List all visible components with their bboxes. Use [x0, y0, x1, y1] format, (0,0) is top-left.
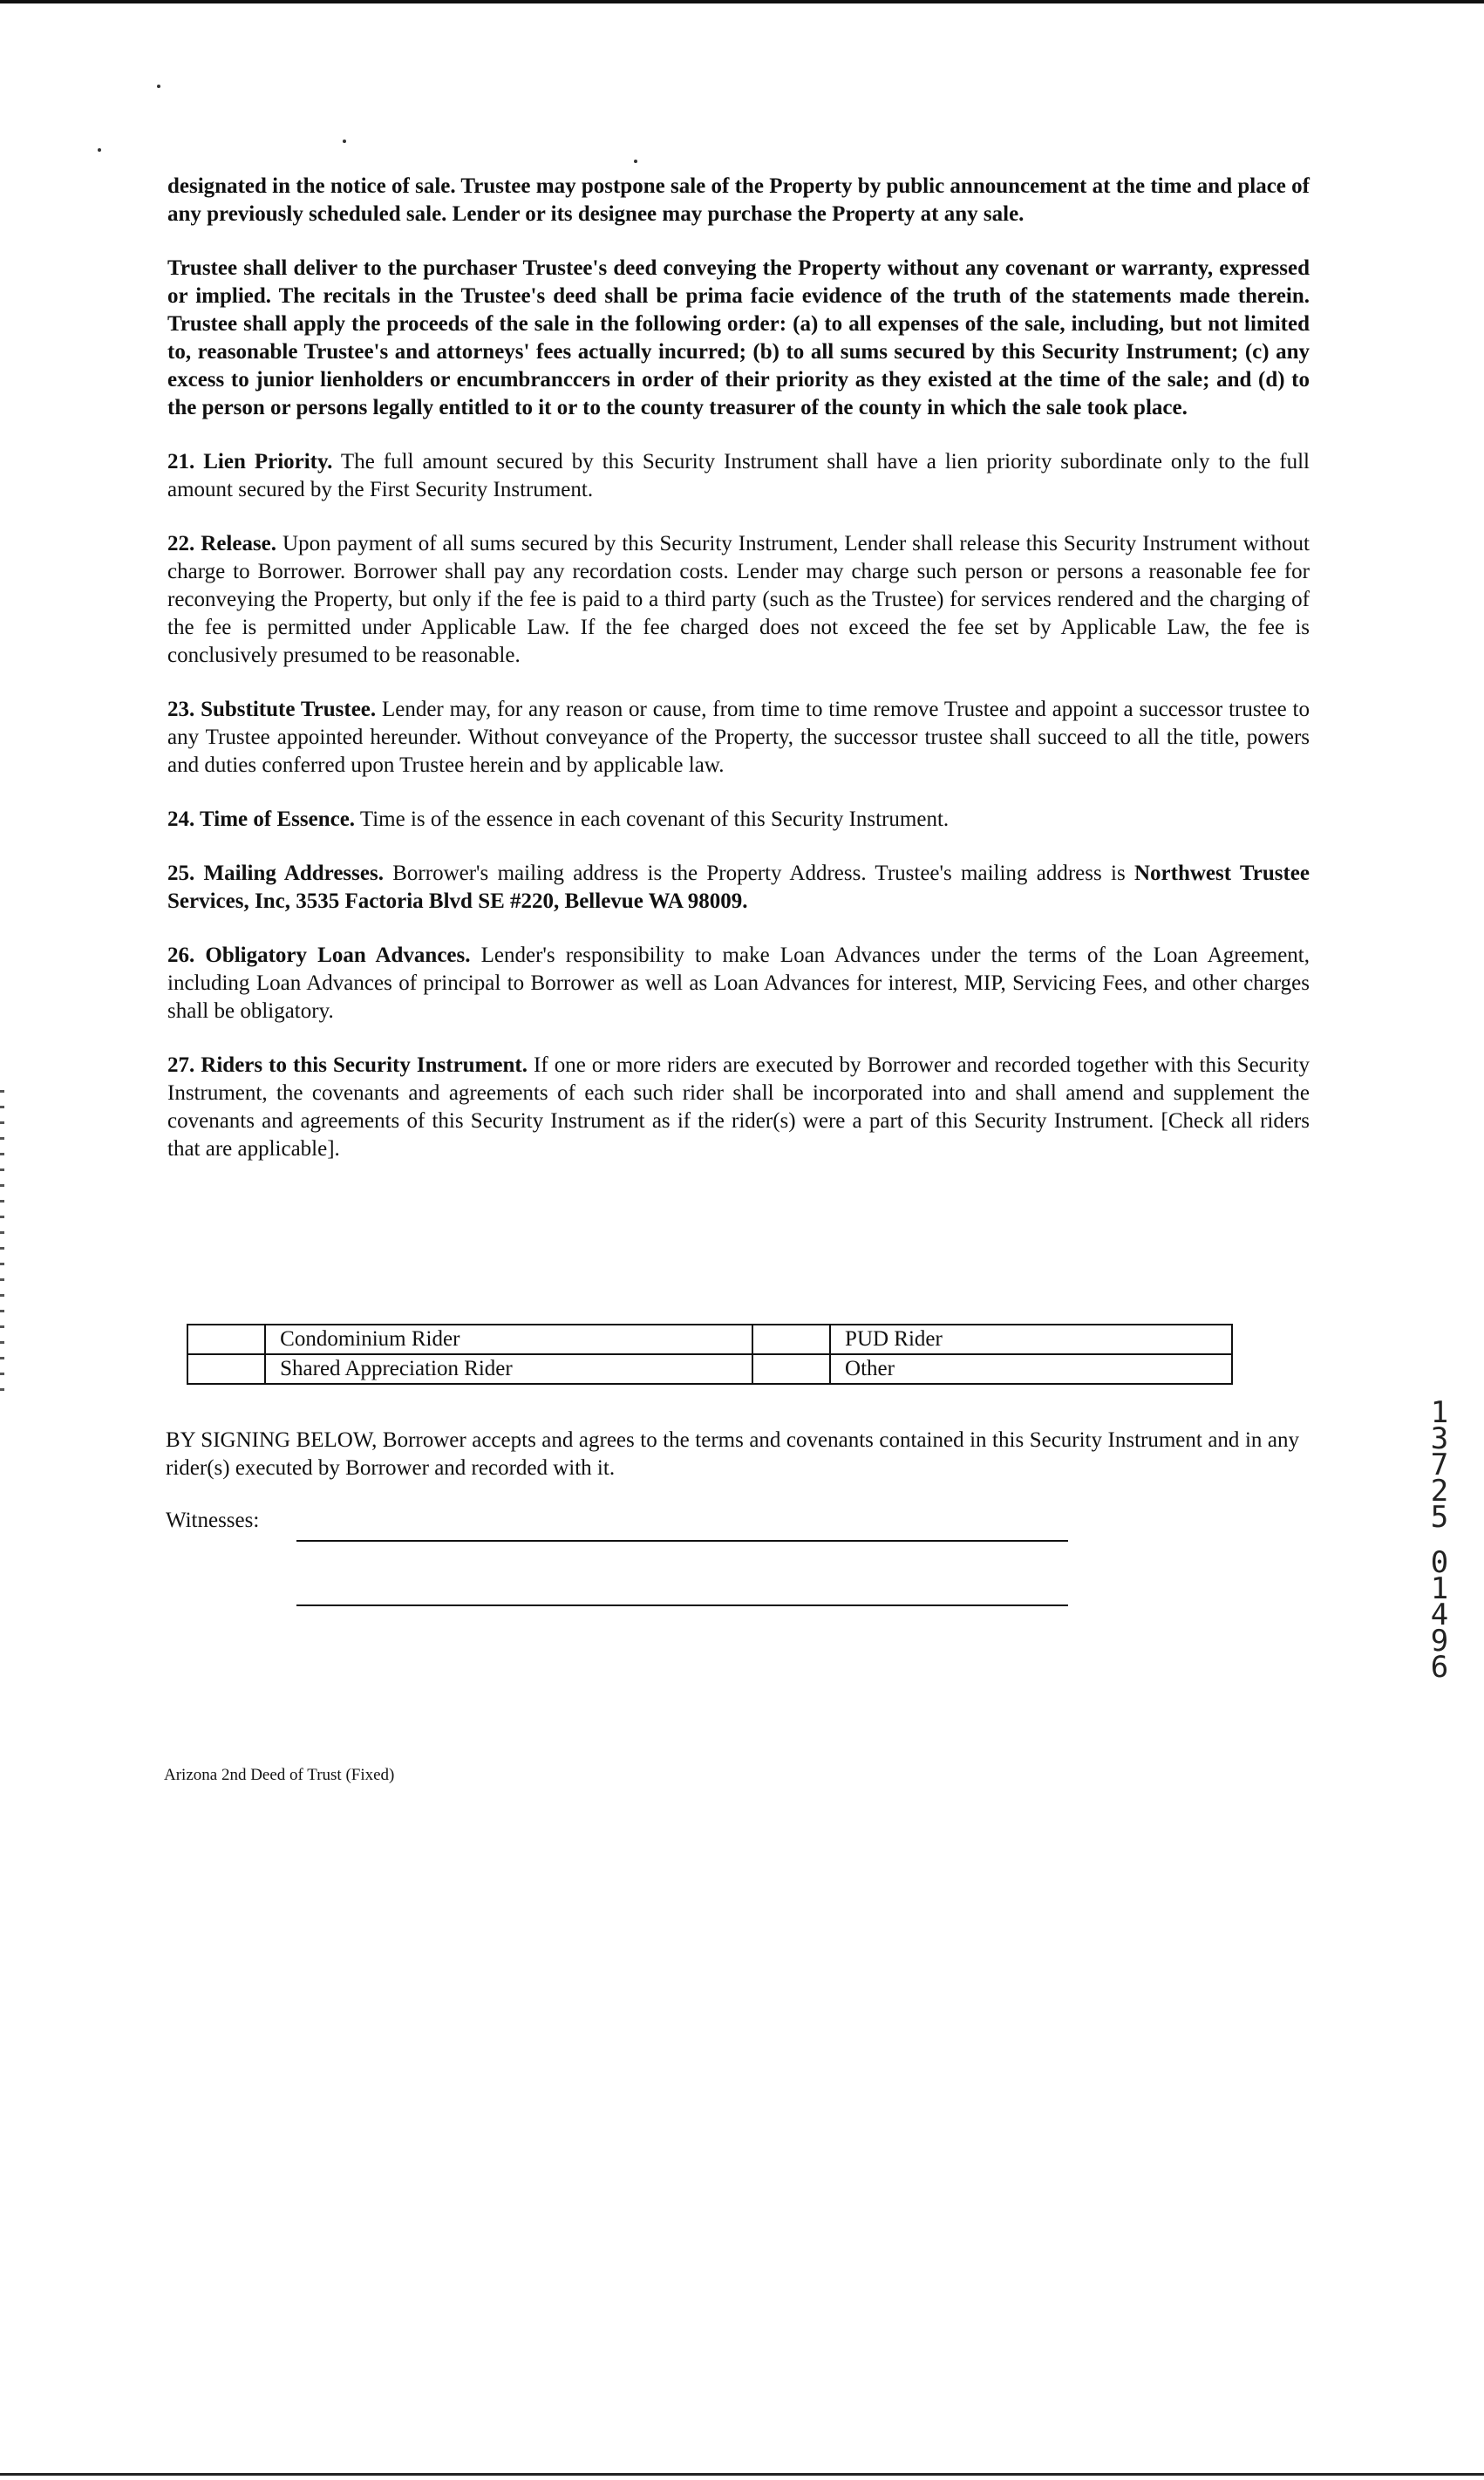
section-23-text: Lender may, for any reason or cause, from time to time remove Trustee and appoint a successor trustee to any Trustee appointed hereunder. Without conveyance of the Property, the successor trustee shall succeed to all the title, powers and duties conferred upon Trustee herein and by applicable law.: [167, 698, 1310, 777]
witness-signature-line-2[interactable]: [296, 1605, 1068, 1606]
section-23-heading: 23. Substitute Trustee.: [167, 698, 377, 721]
document-body: [167, 173, 1310, 1163]
section-24: [167, 806, 1310, 834]
scan-speck: [343, 140, 346, 143]
section-26: [167, 942, 1310, 1025]
stamp-digit: 4: [1430, 1598, 1449, 1632]
stamp-digit: 9: [1430, 1624, 1449, 1659]
scan-speck: [157, 85, 160, 88]
riders-row: [187, 1354, 1232, 1384]
stamp-digit: 0: [1430, 1545, 1449, 1580]
witness-signature-line-1[interactable]: [296, 1540, 1068, 1542]
condominium-rider-label: Condominium Rider: [265, 1325, 752, 1354]
section-22-text: Upon payment of all sums secured by this Security Instrument, Lender shall release this Security Instrument without charge to Borrower. Borrower shall pay any recordation costs. Lender may charge such person or persons a reasonable fee for reconveying the Property, but only if the fee is paid to a third party (such as the Trustee) for services rendered and the charging of the fee is permitted under Applicable Law. If the fee charged does not exceed the fee set by Applicable Law, the fee is conclusively presumed to be reasonable.: [167, 532, 1310, 667]
stamp-digit: 1: [1430, 1571, 1449, 1606]
scan-speck: [98, 148, 101, 152]
other-rider-checkbox[interactable]: [752, 1354, 830, 1384]
top-border: [0, 0, 1484, 3]
scan-margin-marks: [0, 1090, 4, 1395]
shared-appreciation-rider-checkbox[interactable]: [187, 1354, 265, 1384]
section-25-text: Borrower's mailing address is the Property Address. Trustee's mailing address is: [383, 862, 1134, 885]
pud-rider-label: PUD Rider: [830, 1325, 1232, 1354]
paragraph-sale-postponement: designated in the notice of sale. Trustee may postpone sale of the Property by public announcement at the time and place of any previously scheduled sale. Lender or its designee may purchase the Property at any sale.: [167, 174, 1310, 226]
witnesses-label: Witnesses:: [166, 1509, 260, 1532]
recording-number-stamp: [1419, 1395, 1460, 1685]
bottom-border: [0, 2473, 1484, 2476]
section-26-heading: 26. Obligatory Loan Advances.: [167, 944, 471, 967]
section-27: [167, 1052, 1310, 1163]
section-23: [167, 696, 1310, 780]
paragraph-trustee-deed: Trustee shall deliver to the purchaser Trustee's deed conveying the Property without any covenant or warranty, expressed or implied. The recitals in the Trustee's deed shall be prima facie evidence of the truth of the statements made therein. Trustee shall apply the proceeds of the sale in the following order: (a) to all expenses of the sale, including, but not limited to, reasonable Trustee's and attorneys' fees actually incurred; (b) to all sums secured by this Security Instrument; (c) any excess to junior lienholders or encumbranccers in order of their priority as they existed at the time of the sale; and (d) to the person or persons legally entitled to it or to the county treasurer of the county in which the sale took place.: [167, 256, 1310, 419]
section-21: [167, 448, 1310, 504]
trustee-address: Northwest Trustee Services, Inc, 3535 Factoria Blvd SE #220, Bellevue WA 98009.: [167, 862, 1310, 913]
form-footer: Arizona 2nd Deed of Trust (Fixed): [164, 1766, 395, 1784]
condominium-rider-checkbox[interactable]: [187, 1325, 265, 1354]
shared-appreciation-rider-label: Shared Appreciation Rider: [265, 1354, 752, 1384]
stamp-digit: 7: [1430, 1448, 1449, 1482]
section-26-text: Lender's responsibility to make Loan Advances under the terms of the Loan Agreement, including Loan Advances of principal to Borrower as well as Loan Advances for interest, MIP, Servicing Fees, and other charges shall be obligatory.: [167, 944, 1310, 1023]
stamp-digit: 5: [1430, 1500, 1449, 1535]
riders-row: [187, 1325, 1232, 1354]
scan-speck: [634, 160, 637, 163]
pud-rider-checkbox[interactable]: [752, 1325, 830, 1354]
section-21-text: The full amount secured by this Security Instrument shall have a lien priority subordinate only to the full amount secured by the First Security Instrument.: [167, 450, 1310, 501]
stamp-digit: 3: [1430, 1421, 1449, 1456]
section-27-text: If one or more riders are executed by Borrower and recorded together with this Security Instrument, the covenants and agreements of each such rider shall be incorporated into and shall amend and supplement the covenants and agreements of this Security Instrument as if the rider(s) were a part of this Security Instrument. [Check all riders that are applicable].: [167, 1053, 1310, 1161]
section-24-heading: 24. Time of Essence.: [167, 807, 356, 831]
section-27-heading: 27. Riders to this Security Instrument.: [167, 1053, 528, 1077]
section-22: [167, 530, 1310, 670]
section-25-heading: 25. Mailing Addresses.: [167, 862, 384, 885]
other-rider-label: Other: [830, 1354, 1232, 1384]
section-22-heading: 22. Release.: [167, 532, 277, 555]
riders-table: [187, 1324, 1233, 1385]
signing-statement: BY SIGNING BELOW, Borrower accepts and agrees to the terms and covenants contained in this Security Instrument and in any rider(s) executed by Borrower and recorded with it.: [166, 1428, 1299, 1480]
stamp-digit: 6: [1430, 1650, 1449, 1685]
section-25: [167, 860, 1310, 916]
section-24-text: Time is of the essence in each covenant of this Security Instrument.: [355, 807, 950, 831]
section-21-heading: 21. Lien Priority.: [167, 450, 333, 474]
stamp-digit: 2: [1430, 1474, 1449, 1509]
stamp-digit: 1: [1430, 1395, 1449, 1430]
